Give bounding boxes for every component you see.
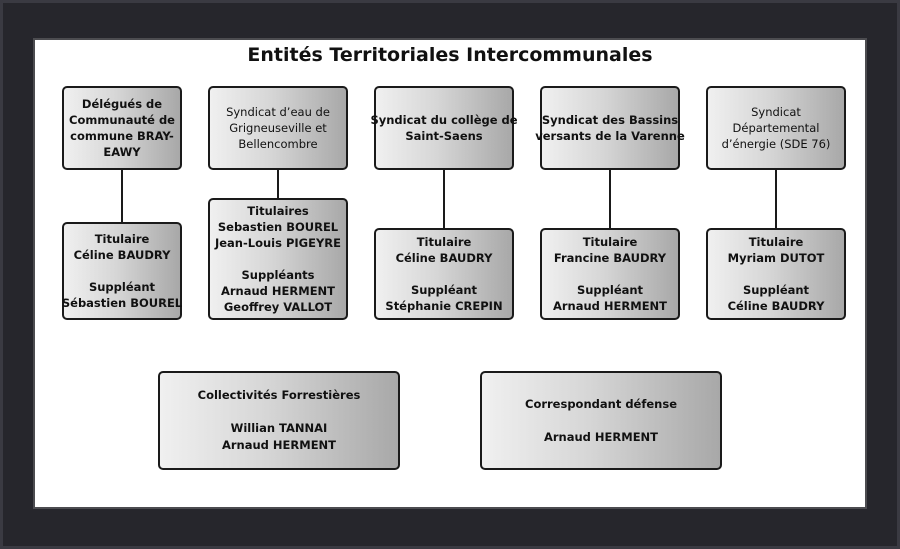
member-name: Jean-Louis PIGEYRE bbox=[214, 236, 342, 250]
entity-line: commune BRAY- bbox=[70, 129, 174, 143]
role-label: Titulaire bbox=[582, 235, 638, 249]
entity-box-college bbox=[370, 86, 518, 170]
role-label: Titulaire bbox=[748, 235, 804, 249]
role-label: Titulaire bbox=[416, 235, 472, 249]
member-name: Sebastien BOUREL bbox=[217, 220, 339, 234]
role-label: Suppléants bbox=[241, 268, 315, 282]
member-name: Francine BAUDRY bbox=[553, 251, 667, 265]
diagram-title: Entités Territoriales Intercommunales bbox=[247, 44, 653, 66]
entity-box-sde76 bbox=[706, 86, 846, 170]
role-label: Suppléant bbox=[576, 283, 644, 297]
member-name: Arnaud HERMENT bbox=[543, 429, 659, 444]
member-name: Arnaud HERMENT bbox=[220, 284, 336, 298]
member-name: Arnaud HERMENT bbox=[221, 438, 337, 452]
connector-line bbox=[121, 170, 123, 222]
box-correspondant-defense bbox=[480, 371, 722, 470]
member-name: Willian TANNAI bbox=[230, 421, 328, 435]
entity-line: Départemental bbox=[732, 121, 820, 135]
role-label: Titulaires bbox=[247, 204, 309, 218]
members-box-bassins bbox=[540, 228, 680, 320]
box-heading: Correspondant défense bbox=[525, 396, 677, 411]
member-name: Céline BAUDRY bbox=[73, 248, 171, 262]
entity-line: versants de la Varenne bbox=[535, 129, 685, 143]
role-label: Suppléant bbox=[410, 283, 478, 297]
member-name: Sébastien BOUREL bbox=[61, 296, 183, 310]
entity-line: Syndicat du collège de bbox=[370, 113, 518, 127]
member-name: Céline BAUDRY bbox=[395, 251, 493, 265]
entity-line: Bellencombre bbox=[238, 137, 318, 151]
entity-line: EAWY bbox=[103, 145, 141, 159]
role-label: Titulaire bbox=[94, 232, 150, 246]
entity-box-communaute bbox=[62, 86, 182, 170]
member-name: Arnaud HERMENT bbox=[552, 299, 668, 313]
connector-line bbox=[443, 170, 445, 228]
connector-line bbox=[775, 170, 777, 228]
member-name: Stéphanie CREPIN bbox=[385, 299, 503, 313]
members-box-sde76 bbox=[706, 228, 846, 320]
entity-box-bassins bbox=[535, 86, 685, 170]
entity-line: Délégués de bbox=[81, 97, 163, 111]
entity-line: Syndicat d’eau de bbox=[226, 105, 330, 119]
members-box-college bbox=[374, 228, 514, 320]
entity-box-syndicat-eau bbox=[208, 86, 348, 170]
entity-line: Grigneuseville et bbox=[229, 121, 327, 135]
entity-line: Syndicat bbox=[751, 105, 801, 119]
connector-line bbox=[277, 170, 279, 198]
role-label: Suppléant bbox=[88, 280, 156, 294]
member-name: Geoffrey VALLOT bbox=[223, 300, 333, 314]
entity-line: Communauté de bbox=[69, 113, 175, 127]
box-collectivites-forestieres bbox=[158, 371, 400, 470]
connector-line bbox=[609, 170, 611, 228]
entity-line: Saint-Saens bbox=[405, 129, 483, 143]
role-label: Suppléant bbox=[742, 283, 810, 297]
box-heading: Collectivités Forrestières bbox=[197, 388, 361, 402]
member-name: Céline BAUDRY bbox=[727, 299, 825, 313]
members-box-syndicat-eau bbox=[208, 198, 348, 320]
entity-line: Syndicat des Bassins bbox=[541, 113, 679, 127]
member-name: Myriam DUTOT bbox=[727, 251, 825, 265]
members-box-communaute bbox=[62, 222, 182, 320]
entity-line: d’énergie (SDE 76) bbox=[721, 137, 831, 151]
